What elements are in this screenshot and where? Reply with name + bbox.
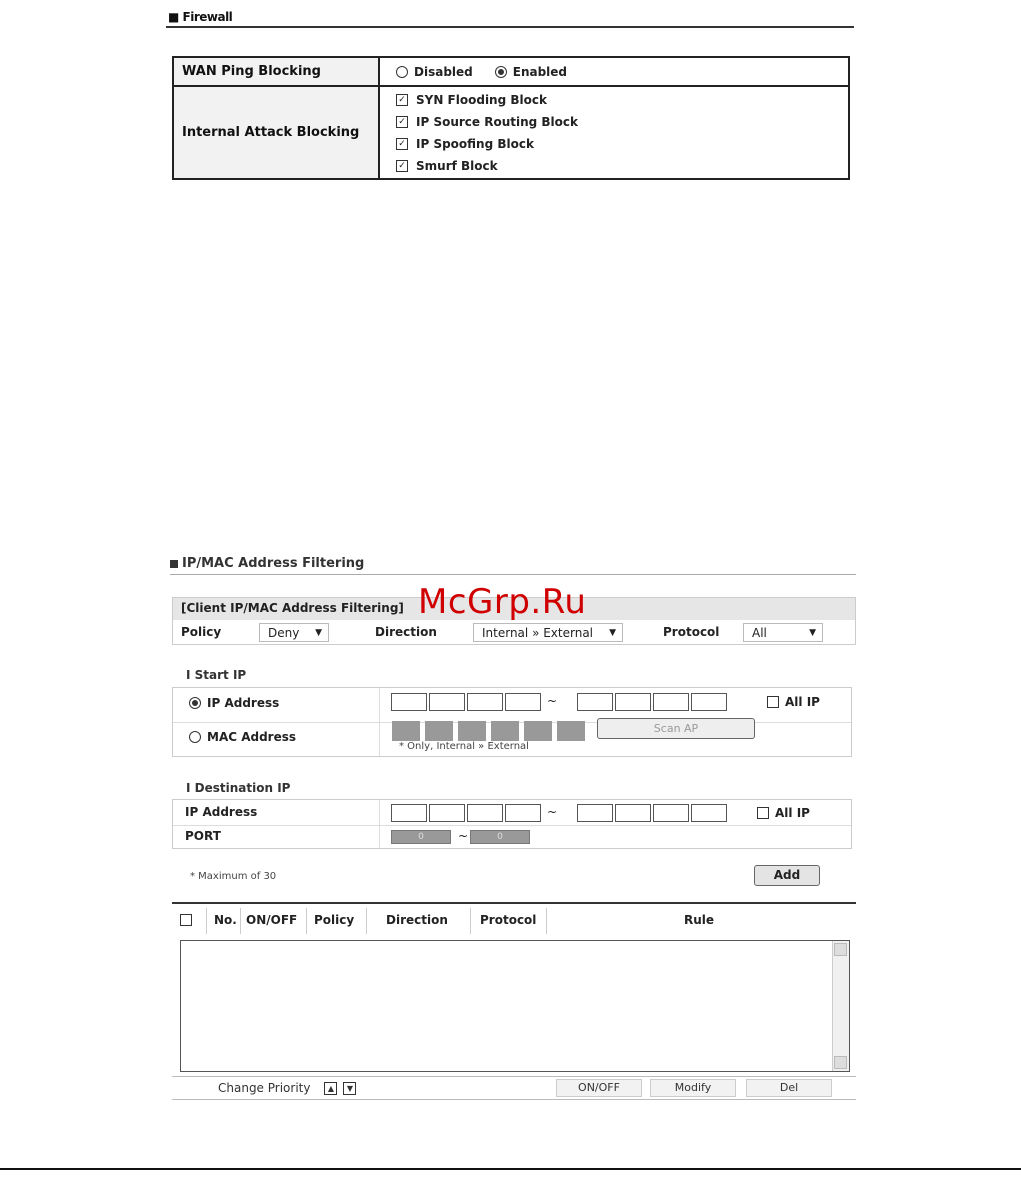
ip-spoof-label: IP Spoofing Block (416, 137, 534, 151)
square-bullet-icon (170, 560, 178, 568)
dest-port-label: PORT (185, 829, 221, 843)
col-protocol: Protocol (480, 913, 537, 927)
start-all-ip-option[interactable] (767, 695, 820, 709)
dest-all-ip-checkbox[interactable] (757, 807, 769, 819)
ip-spoof-option[interactable] (396, 133, 848, 155)
direction-select[interactable] (473, 623, 623, 642)
syn-flood-option[interactable] (396, 89, 848, 111)
dest-port-range-sep: ~ (458, 829, 469, 843)
mac-field-3 (458, 721, 486, 741)
change-priority-label: Change Priority (218, 1081, 311, 1095)
smurf-checkbox[interactable]: ✓ (396, 160, 408, 172)
mac-address-radio[interactable] (189, 731, 201, 743)
start-mac-address-label: MAC Address (207, 730, 297, 744)
rules-list (172, 902, 856, 1076)
start-ip-heading: I Start IP (186, 668, 247, 682)
start-ip-box (172, 687, 852, 757)
start-mac-option[interactable] (189, 730, 296, 744)
disabled-radio[interactable] (396, 66, 408, 78)
syn-flood-label: SYN Flooding Block (416, 93, 547, 107)
start-ip-from-octet-1[interactable] (391, 693, 427, 711)
col-direction: Direction (386, 913, 448, 927)
page-bottom-rule (0, 1168, 1021, 1170)
dest-ip-to-octet-1[interactable] (577, 804, 613, 822)
col-rule: Rule (684, 913, 715, 927)
dest-ip-box (172, 799, 852, 849)
mac-field-6 (557, 721, 585, 741)
protocol-value: All (752, 626, 767, 640)
dest-ip-to-octet-2[interactable] (615, 804, 651, 822)
start-ip-from-octet-2[interactable] (429, 693, 465, 711)
wan-ping-label: WAN Ping Blocking (174, 58, 380, 85)
dest-ip-from-octet-1[interactable] (391, 804, 427, 822)
direction-value: Internal » External (482, 626, 594, 640)
ip-spoof-checkbox[interactable]: ✓ (396, 138, 408, 150)
smurf-label: Smurf Block (416, 159, 498, 173)
start-ip-from-octet-4[interactable] (505, 693, 541, 711)
col-policy: Policy (314, 913, 355, 927)
col-no: No. (214, 913, 237, 927)
ip-source-option[interactable] (396, 111, 848, 133)
onoff-button[interactable]: ON/OFF (556, 1079, 642, 1097)
start-ip-option[interactable] (189, 696, 279, 710)
del-button[interactable]: Del (746, 1079, 832, 1097)
modify-button[interactable]: Modify (650, 1079, 736, 1097)
mac-field-5 (524, 721, 552, 741)
rules-list-area[interactable] (180, 940, 850, 1072)
client-filter-header: [Client IP/MAC Address Filtering] (173, 598, 855, 620)
disabled-label: Disabled (414, 64, 473, 79)
start-ip-to-octet-1[interactable] (577, 693, 613, 711)
max-note: * Maximum of 30 (190, 871, 277, 882)
attack-blocking-label: Internal Attack Blocking (174, 87, 380, 178)
dest-ip-from-octet-4[interactable] (505, 804, 541, 822)
enabled-radio[interactable] (495, 66, 507, 78)
rules-scrollbar[interactable] (832, 941, 849, 1071)
watermark: McGrp.Ru (418, 582, 587, 622)
dest-ip-address-label: IP Address (185, 805, 258, 819)
mac-field-1 (392, 721, 420, 741)
start-ip-to-octet-2[interactable] (615, 693, 651, 711)
dest-ip-heading: I Destination IP (186, 781, 291, 795)
start-ip-to-octet-3[interactable] (653, 693, 689, 711)
ipmac-title (170, 556, 364, 571)
change-priority (218, 1081, 356, 1095)
protocol-select[interactable] (743, 623, 823, 642)
chevron-down-icon: ▼ (609, 628, 616, 638)
dest-ip-range-sep: ~ (547, 805, 558, 819)
priority-down-icon[interactable]: ▼ (343, 1082, 356, 1095)
ip-source-label: IP Source Routing Block (416, 115, 578, 129)
dest-ip-from-octet-3[interactable] (467, 804, 503, 822)
mac-field-4 (491, 721, 519, 741)
enabled-label: Enabled (512, 64, 568, 79)
scroll-down-icon[interactable] (834, 1056, 847, 1069)
protocol-label: Protocol (663, 625, 720, 639)
priority-up-icon[interactable]: ▲ (324, 1082, 337, 1095)
start-all-ip-checkbox[interactable] (767, 696, 779, 708)
start-ip-address-label: IP Address (207, 696, 280, 710)
col-onoff: ON/OFF (246, 913, 298, 927)
chevron-down-icon: ▼ (809, 628, 816, 638)
start-all-ip-label: All IP (785, 695, 820, 709)
wan-ping-options (380, 58, 848, 85)
direction-label: Direction (375, 625, 437, 639)
smurf-option[interactable] (396, 155, 848, 177)
start-ip-to-octet-4[interactable] (691, 693, 727, 711)
dest-ip-to-octet-3[interactable] (653, 804, 689, 822)
policy-label: Policy (181, 625, 222, 639)
add-button[interactable]: Add (754, 865, 820, 886)
start-ip-range-sep: ~ (547, 694, 558, 708)
policy-select[interactable] (259, 623, 329, 642)
ip-source-checkbox[interactable]: ✓ (396, 116, 408, 128)
select-all-checkbox[interactable] (180, 914, 192, 926)
ip-address-radio[interactable] (189, 697, 201, 709)
start-ip-from-octet-3[interactable] (467, 693, 503, 711)
policy-row (173, 621, 855, 645)
dest-all-ip-option[interactable] (757, 806, 810, 820)
ipmac-title-text: IP/MAC Address Filtering (182, 556, 365, 571)
firewall-table (172, 56, 850, 180)
firewall-divider (166, 26, 854, 28)
dest-port-from-input[interactable]: 0 (391, 830, 451, 844)
ipmac-divider (170, 574, 856, 575)
mac-note: * Only, Internal » External (399, 741, 529, 752)
policy-value: Deny (268, 626, 300, 640)
dest-port-to-input[interactable]: 0 (470, 830, 530, 844)
dest-ip-to-octet-4[interactable] (691, 804, 727, 822)
rules-action-bar (172, 1076, 856, 1100)
scan-ap-button[interactable]: Scan AP (597, 718, 755, 739)
mac-field-2 (425, 721, 453, 741)
firewall-title: ■ Firewall (168, 10, 233, 24)
attack-blocking-options (380, 89, 848, 177)
chevron-down-icon: ▼ (315, 628, 322, 638)
dest-ip-from-octet-2[interactable] (429, 804, 465, 822)
rules-list-header (172, 904, 856, 938)
dest-all-ip-label: All IP (775, 806, 810, 820)
scroll-up-icon[interactable] (834, 943, 847, 956)
syn-flood-checkbox[interactable]: ✓ (396, 94, 408, 106)
